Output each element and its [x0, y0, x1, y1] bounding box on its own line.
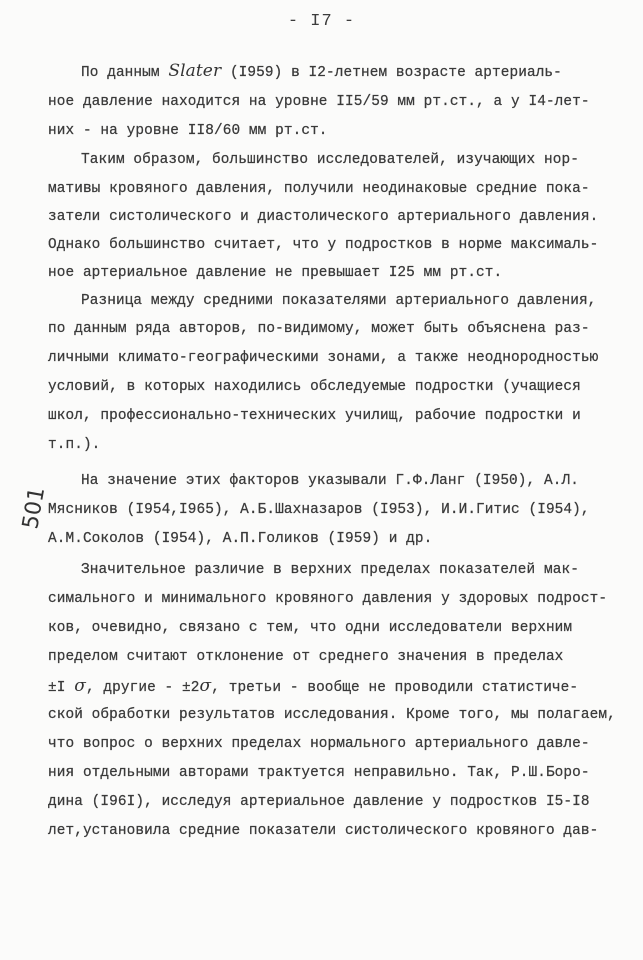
page-number: - I7 - [287, 12, 356, 31]
text-line: лет,установила средние показатели систолического кровяного дав- [48, 823, 599, 839]
text-line: А.М.Соколов (I954), А.П.Голиков (I959) и др. [48, 531, 433, 547]
text-line: ное артериальное давление не превышает I25 мм рт.ст. [48, 265, 503, 281]
handwritten-sigma: σ [199, 676, 212, 696]
text-line: них - на уровне II8/60 мм рт.ст. [48, 123, 328, 139]
text-line: Разница между средними показателями артериального давления, [81, 293, 597, 309]
margin-note-text: 501 [18, 485, 50, 532]
text-segment: ±I [48, 680, 75, 696]
text-line: Значительное различие в верхних пределах показателей мак- [81, 562, 579, 578]
text-segment: , другие - ±2 [85, 680, 200, 696]
text-line: Мясников (I954,I965), А.Б.Шахназаров (I953), И.И.Гитис (I954), [48, 502, 590, 518]
text-line: мативы кровяного давления, получили неодинаковые средние пока- [48, 181, 590, 197]
text-line [48, 677, 578, 697]
text-line [81, 62, 562, 82]
text-line: затели систолического и диастолического артериального давления. [48, 209, 599, 225]
text-line: ской обработки результатов исследования. Кроме того, мы полагаем, [48, 707, 616, 723]
text-line: На значение этих факторов указывали Г.Ф.Ланг (I950), А.Л. [81, 473, 579, 489]
text-segment: (I959) в I2-летнем возрасте артериаль- [221, 65, 562, 81]
text-line: школ, профессионально-технических училищ, рабочие подростки и [48, 408, 581, 424]
handwritten-margin-note [10, 478, 50, 532]
handwritten-name: Slater [168, 61, 222, 81]
text-line: что вопрос о верхних пределах нормального артериального давле- [48, 736, 590, 752]
text-line: ное давление находится на уровне II5/59 мм рт.ст., а у I4-лет- [48, 94, 590, 110]
text-line: Таким образом, большинство исследователей, изучающих нор- [81, 152, 579, 168]
text-line: ния отдельными авторами трактуется неправильно. Так, Р.Ш.Боро- [48, 765, 590, 781]
text-line: т.п.). [48, 437, 101, 453]
text-line: по данным ряда авторов, по-видимому, может быть объяснена раз- [48, 321, 590, 337]
text-line: пределом считают отклонение от среднего значения в пределах [48, 649, 564, 665]
text-segment: По данным [81, 65, 169, 81]
handwritten-sigma: σ [74, 676, 86, 696]
text-line: Однако большинство считает, что у подростков в норме максималь- [48, 237, 599, 253]
text-line: дина (I96I), исследуя артериальное давление у подростков I5-I8 [48, 794, 590, 810]
text-line: личными климато-географическими зонами, а также неоднородностью [48, 350, 599, 366]
text-line: условий, в которых находились обследуемые подростки (учащиеся [48, 379, 581, 395]
text-line: ков, очевидно, связано с тем, что одни исследователи верхним [48, 620, 573, 636]
text-segment: , третьи - вообще не проводили статистиче- [211, 680, 579, 696]
text-line: симального и минимального кровяного давления у здоровых подрост- [48, 591, 608, 607]
